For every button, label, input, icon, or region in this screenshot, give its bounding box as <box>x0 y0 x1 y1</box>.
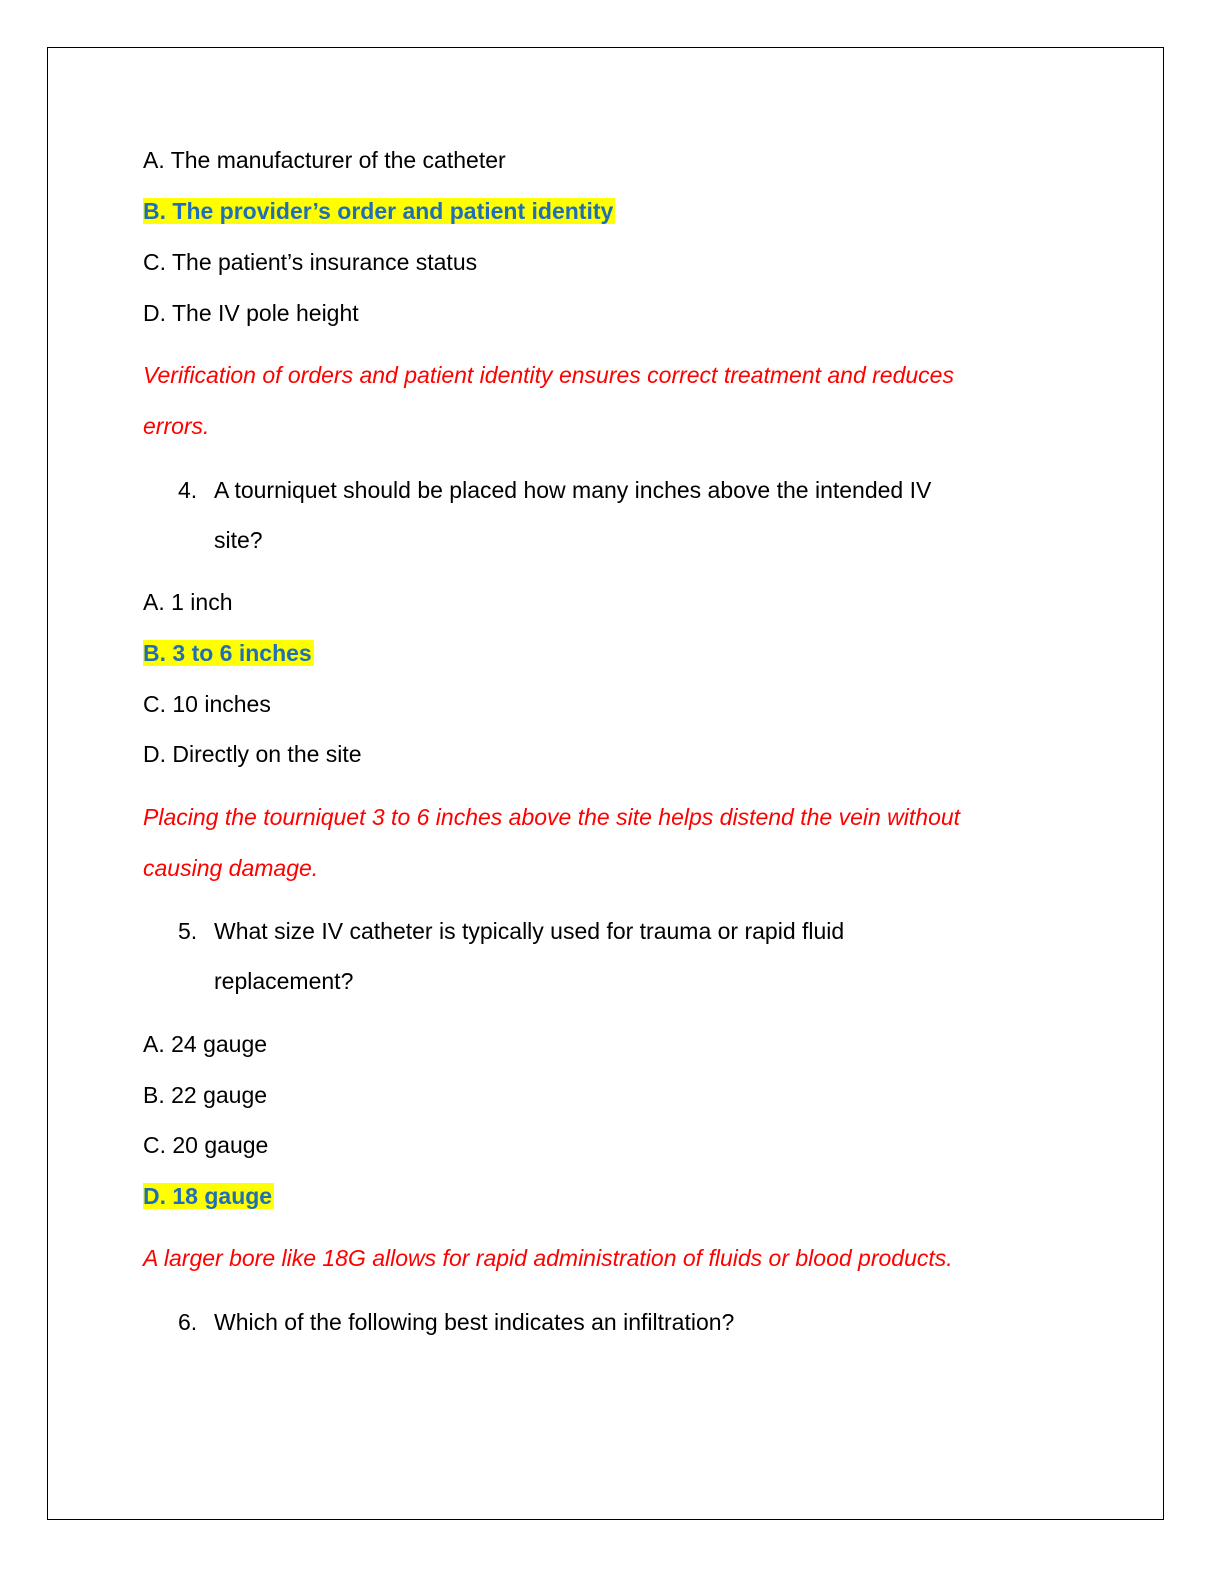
q5-option-c: C. 20 gauge <box>143 1132 269 1158</box>
answer-highlight: B. The provider’s order and patient identity <box>143 198 614 224</box>
q4-rationale-line2: causing damage. <box>143 855 319 881</box>
q5-rationale-line1: A larger bore like 18G allows for rapid administration of fluids or blood products. <box>143 1245 953 1271</box>
q5-option-b: B. 22 gauge <box>143 1082 268 1108</box>
q3-option-c: C. The patient’s insurance status <box>143 249 478 275</box>
q3-rationale-line1: Verification of orders and patient identity ensures correct treatment and reduces <box>143 362 954 388</box>
q5-option-d-correct <box>143 1181 274 1211</box>
q3-option-d: D. The IV pole height <box>143 300 359 326</box>
q4-question-line1: A tourniquet should be placed how many inches above the intended IV <box>214 477 932 503</box>
q3-option-a: A. The manufacturer of the catheter <box>143 147 506 173</box>
q5-question-line1: What size IV catheter is typically used for trauma or rapid fluid <box>214 918 845 944</box>
q4-number: 4. <box>178 477 198 503</box>
q3-rationale-line2: errors. <box>143 413 210 439</box>
q5-option-a: A. 24 gauge <box>143 1031 268 1057</box>
q4-rationale-line1: Placing the tourniquet 3 to 6 inches above the site helps distend the vein without <box>143 804 961 830</box>
q4-option-d: D. Directly on the site <box>143 741 362 767</box>
answer-highlight: D. 18 gauge <box>143 1183 273 1209</box>
q4-option-a: A. 1 inch <box>143 589 233 615</box>
q6-question-line1: Which of the following best indicates an infiltration? <box>214 1309 735 1335</box>
answer-highlight: B. 3 to 6 inches <box>143 640 312 666</box>
q6-number: 6. <box>178 1309 198 1335</box>
q3-option-b-correct <box>143 196 615 226</box>
q4-option-c: C. 10 inches <box>143 691 271 717</box>
q4-option-b-correct <box>143 638 314 668</box>
q5-number: 5. <box>178 918 198 944</box>
q4-question-line2: site? <box>214 527 263 553</box>
q5-question-line2: replacement? <box>214 968 354 994</box>
